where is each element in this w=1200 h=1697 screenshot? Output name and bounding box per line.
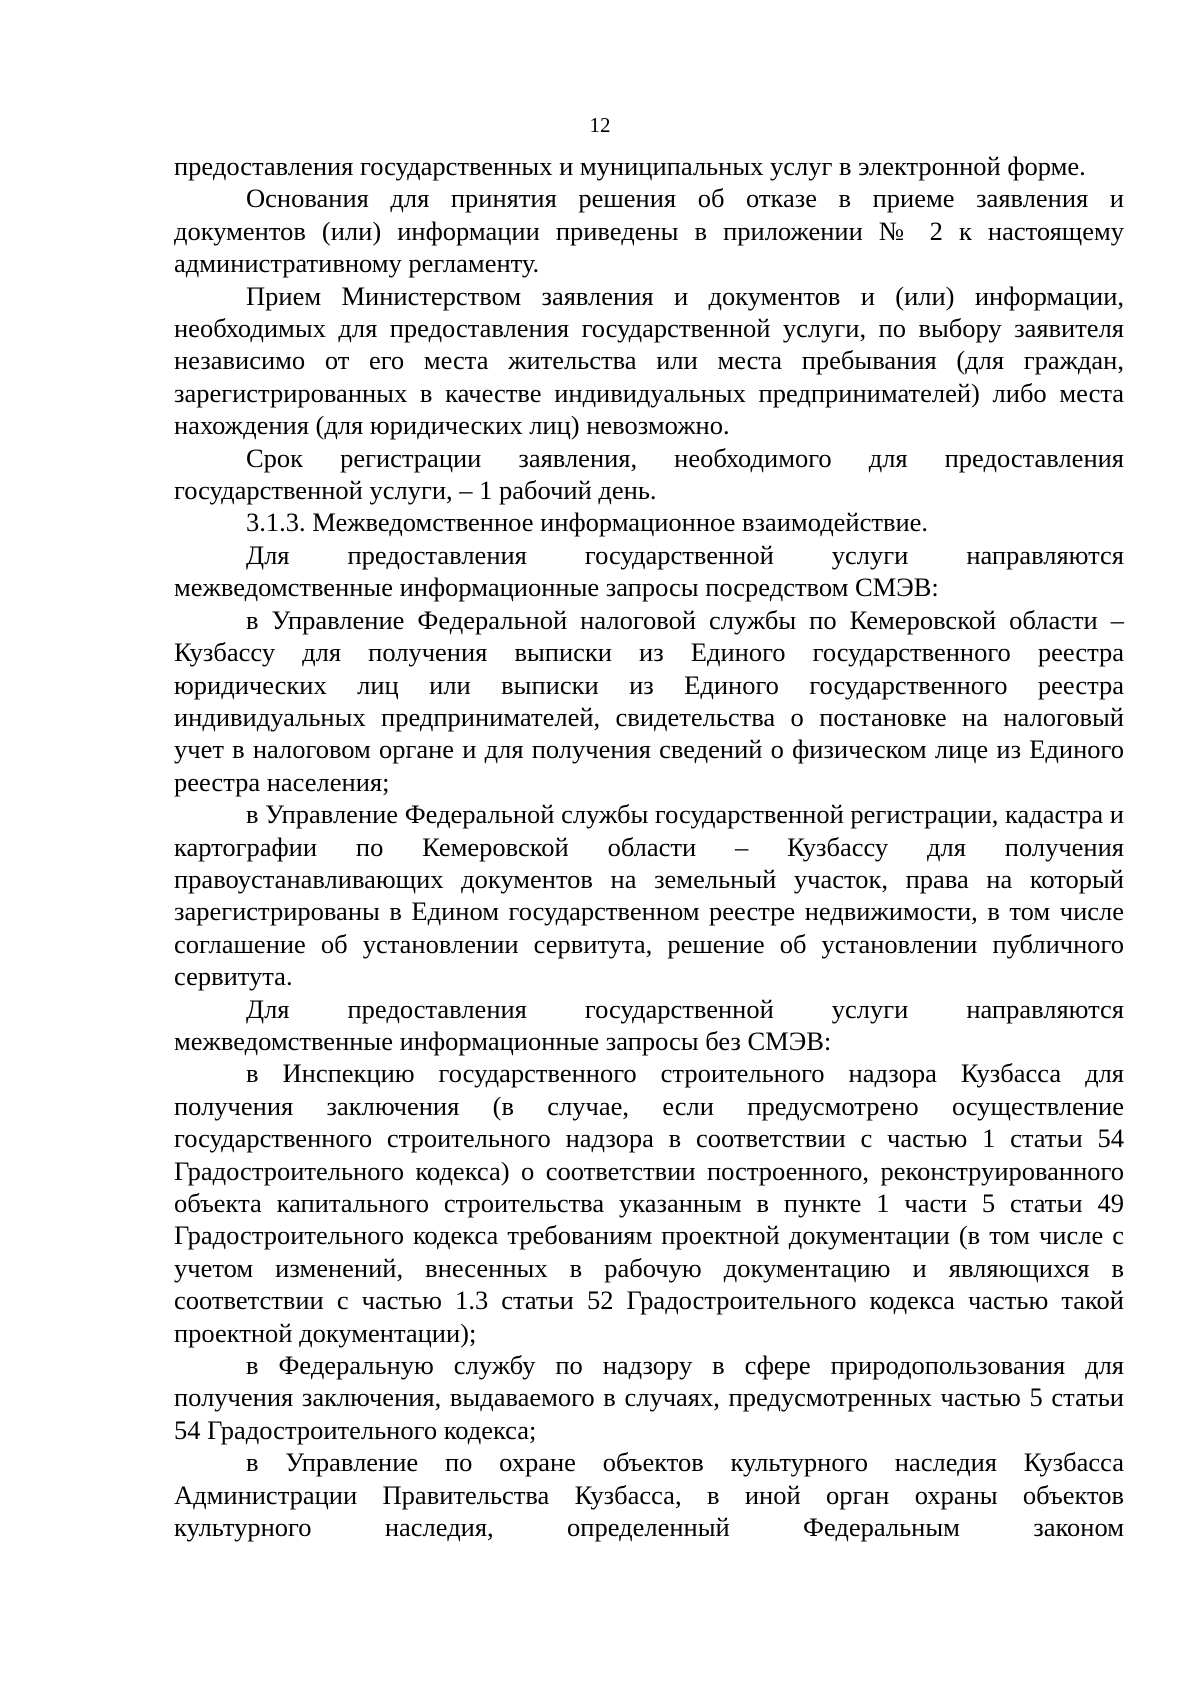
page-number: 12 bbox=[589, 113, 611, 137]
section-heading-3-1-3: 3.1.3. Межведомственное информационное взаимодействие. bbox=[246, 507, 929, 538]
paragraph-registration-service: в Управление Федеральной службы государственной регистрации, кадастра и картографии по Кемеровской области – Кузбассу для получения правоустанавливающих документов на земельный участок, права на который зарегистрированы в Едином государственном реестре недвижимости, в том числе соглашение об установлении сервитута, решение об установлении публичного сервитута. bbox=[174, 799, 1124, 992]
paragraph-construction-inspection: в Инспекцию государственного строительного надзора Кузбасса для получения заключения (в случае, если предусмотрено осуществление государственного строительного надзора в соответствии с частью 1 статьи 54 Градостроительного кодекса) о соответствии построенного, реконструированного объекта капитального строительства указанным в пункте 1 части 5 статьи 49 Градостроительного кодекса требованиям проектной документации (в том числе с учетом изменений, внесенных в рабочую документацию и являющихся в соответствии с частью 1.3 статьи 52 Градостроительного кодекса частью такой проектной документации); bbox=[174, 1058, 1124, 1348]
paragraph-non-smev-requests: Для предоставления государственной услуги направляются межведомственные информационные запросы без СМЭВ: bbox=[174, 993, 1124, 1056]
paragraph-nature-supervision: в Федеральную службу по надзору в сфере природопользования для получения заключения, выдаваемого в случаях, предусмотренных частью 5 статьи 54 Градостроительного кодекса; bbox=[174, 1350, 1124, 1445]
paragraph-continuation: предоставления государственных и муниципальных услуг в электронной форме. bbox=[174, 151, 1086, 181]
document-body bbox=[174, 150, 1124, 1543]
paragraph-tax-service: в Управление Федеральной налоговой службы по Кемеровской области – Кузбассу для получения выписки из Единого государственного реестра юридических лиц или выписки из Единого государственного реестра индивидуальных предпринимателей, свидетельства о постановке на налоговый учет в налоговом органе и для получения сведений о физическом лице из Единого реестра населения; bbox=[174, 604, 1124, 797]
paragraph-smev-requests: Для предоставления государственной услуги направляются межведомственные информационные запросы посредством СМЭВ: bbox=[174, 539, 1124, 603]
paragraph-cultural-heritage: в Управление по охране объектов культурного наследия Кузбасса Администрации Правительства Кузбасса, в иной орган охраны объектов культурного наследия, определенный Федеральным законом bbox=[174, 1447, 1124, 1543]
paragraph-reception: Прием Министерством заявления и документов и (или) информации, необходимых для предоставления государственной услуги, по выбору заявителя независимо от его места жительства или места пребывания (для граждан, зарегистрированных в качестве индивидуальных предпринимателей) либо места нахождения (для юридических лиц) невозможно. bbox=[174, 280, 1124, 441]
paragraph-refusal-grounds: Основания для принятия решения об отказе в приеме заявления и документов (или) информации приведены в приложении № 2 к настоящему административному регламенту. bbox=[174, 183, 1124, 279]
paragraph-registration-term: Срок регистрации заявления, необходимого для предоставления государственной услуги, – 1 рабочий день. bbox=[174, 442, 1124, 506]
